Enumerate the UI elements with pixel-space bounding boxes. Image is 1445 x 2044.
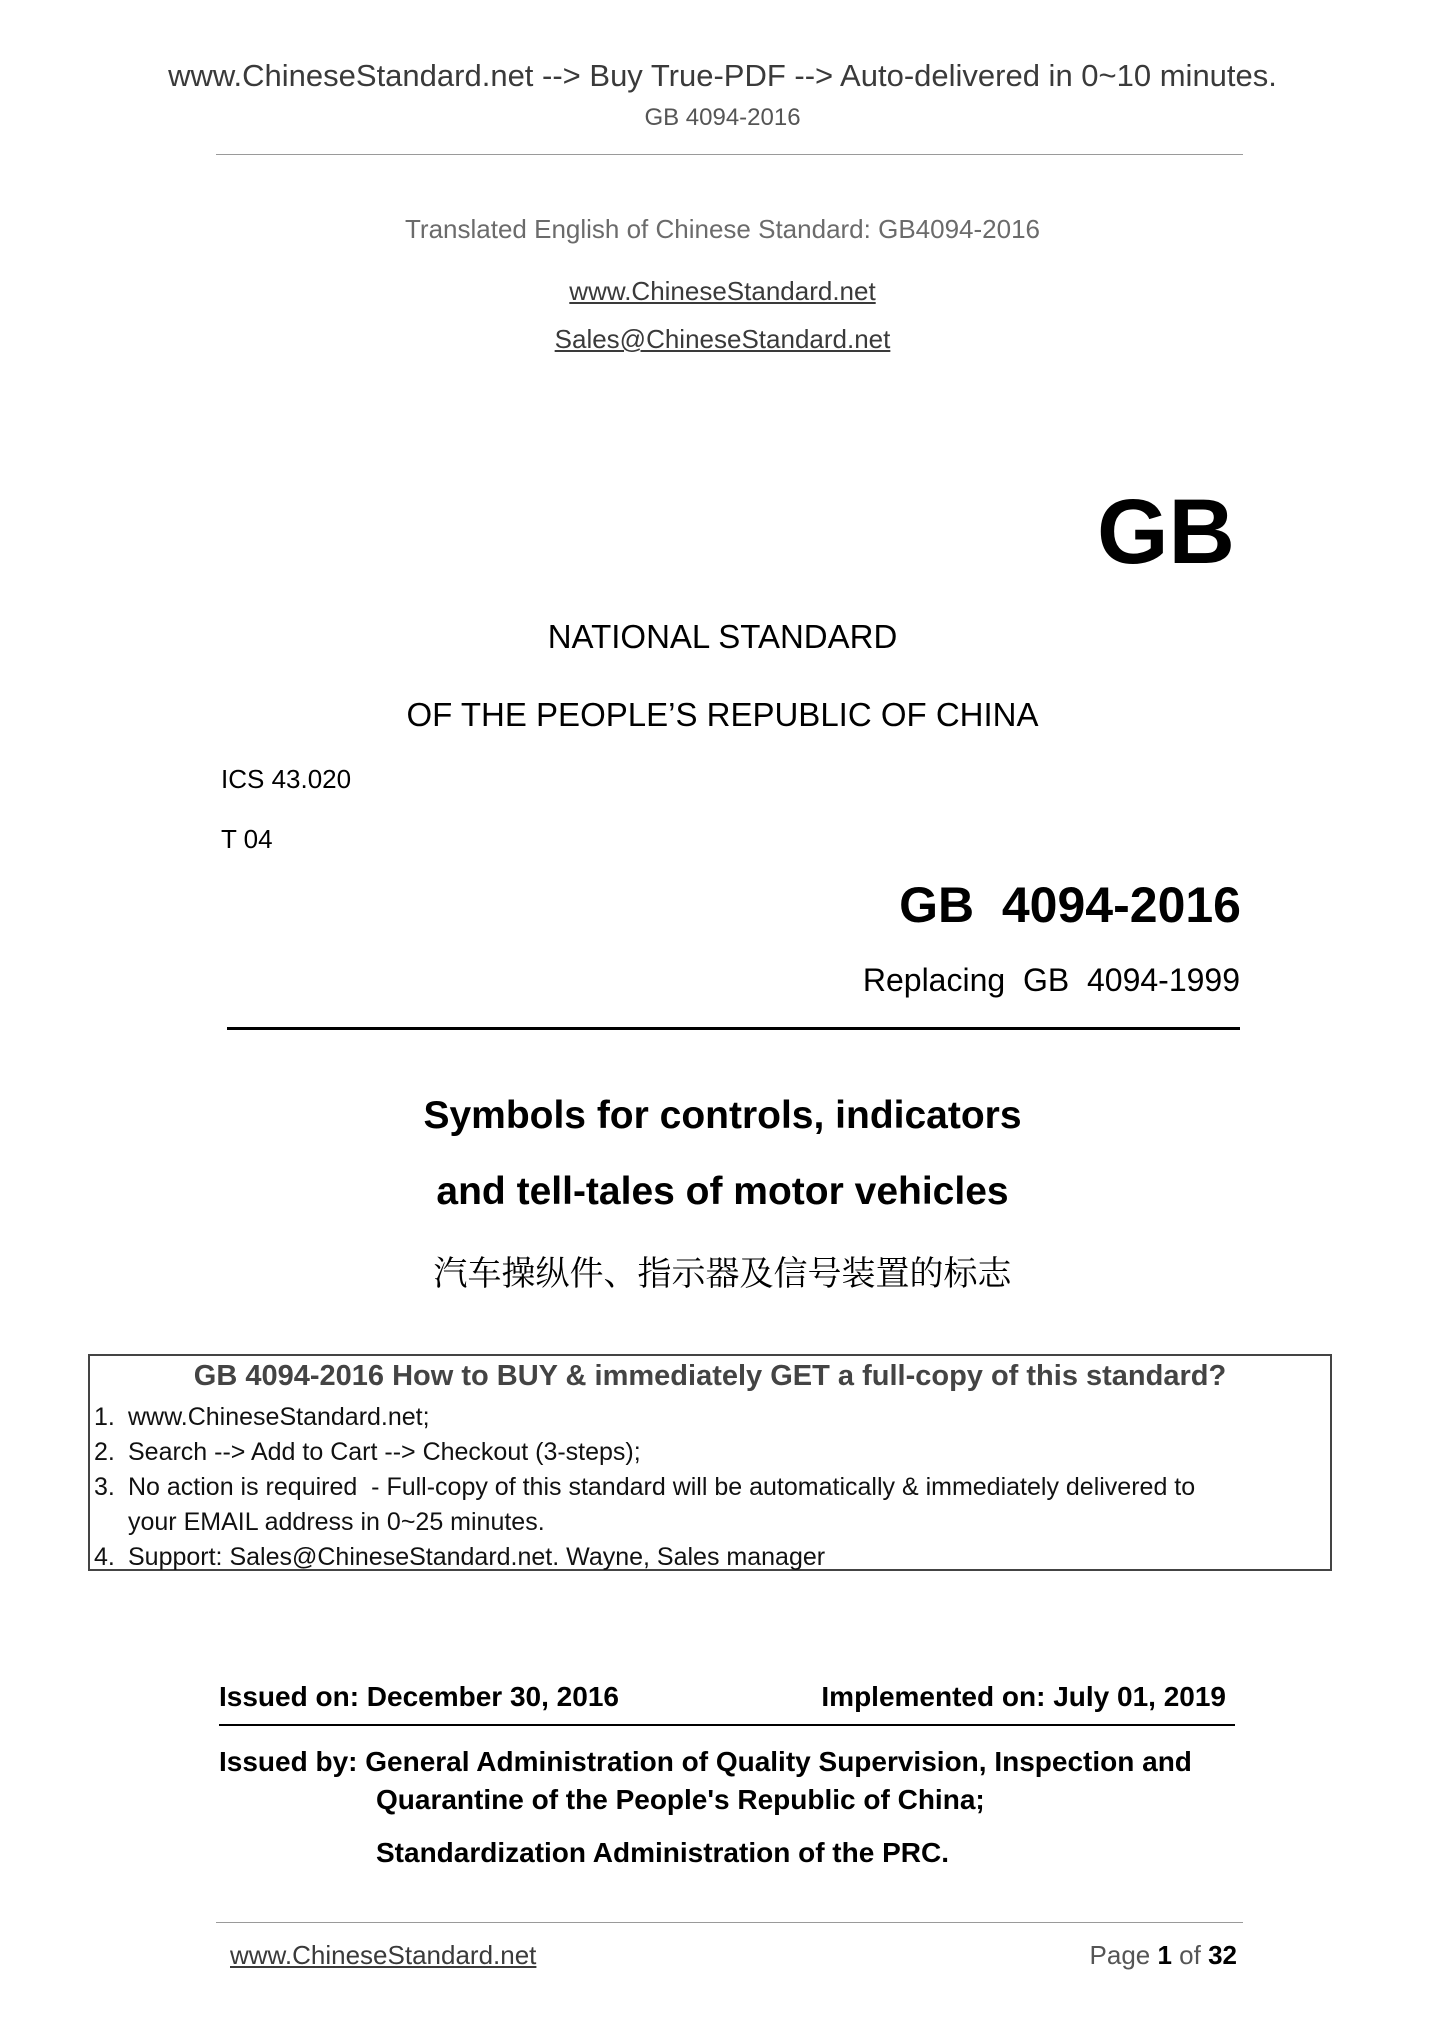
- header-banner: www.ChineseStandard.net --> Buy True-PDF --> Auto-delivered in 0~10 minutes.: [168, 58, 1277, 93]
- buy-step: [92, 1400, 1328, 1435]
- buy-step-number: 2.: [94, 1438, 115, 1466]
- issue-divider: [219, 1724, 1235, 1726]
- translated-note: Translated English of Chinese Standard: GB4094-2016: [405, 214, 1040, 244]
- buy-step-number: 3.: [94, 1473, 115, 1501]
- standard-number: GB 4094-2016: [899, 877, 1241, 933]
- buy-box-heading: GB 4094-2016 How to BUY & immediately GET a full-copy of this standard?: [193, 1360, 1227, 1392]
- ics-code: ICS 43.020: [221, 764, 352, 794]
- buy-step-text[interactable]: www.ChineseStandard.net;: [128, 1403, 430, 1431]
- buy-step-text: Search --> Add to Cart --> Checkout (3-steps);: [128, 1438, 641, 1466]
- gb-mark: GB: [1097, 481, 1235, 583]
- title-line2: and tell-tales of motor vehicles: [436, 1170, 1009, 1213]
- cover-divider: [227, 1027, 1240, 1030]
- replacing-note: Replacing GB 4094-1999: [862, 962, 1240, 998]
- email-link-wrap: [0, 324, 1445, 355]
- buy-step: [92, 1435, 1328, 1470]
- page-total: 32: [1208, 1940, 1237, 1970]
- buy-steps-list: [92, 1400, 1328, 1575]
- national-standard-line1: NATIONAL STANDARD: [547, 618, 898, 655]
- buy-step-number: 1.: [94, 1403, 115, 1431]
- buy-step-text-cont: your EMAIL address in 0~25 minutes.: [128, 1508, 545, 1536]
- implemented-on-date: Implemented on: July 01, 2019: [821, 1681, 1226, 1712]
- buy-step-text: No action is required - Full-copy of this standard will be automatically & immediately delivered to: [128, 1473, 1196, 1501]
- email-link[interactable]: Sales@ChineseStandard.net: [554, 324, 891, 354]
- header-standard-code: GB 4094-2016: [644, 104, 801, 131]
- buy-step-text: Support: Sales@ChineseStandard.net. Wayne, Sales manager: [128, 1543, 826, 1571]
- website-link-wrap: [0, 276, 1445, 307]
- issued-by-line1: Issued by: General Administration of Quality Supervision, Inspection and: [219, 1746, 1192, 1777]
- buy-info-box: [88, 1354, 1332, 1571]
- buy-step: [92, 1540, 1328, 1575]
- title-chinese: 汽车操纵件、指示器及信号装置的标志: [433, 1254, 1012, 1294]
- page-current: 1: [1157, 1940, 1172, 1970]
- issued-by-block: [219, 1743, 1239, 1872]
- category-code: T 04: [221, 824, 273, 854]
- buy-step: [92, 1470, 1328, 1540]
- page-prefix: Page: [1089, 1940, 1158, 1970]
- issued-on-date: Issued on: December 30, 2016: [219, 1681, 619, 1712]
- footer-divider: [216, 1922, 1243, 1923]
- header-divider: [216, 154, 1243, 155]
- national-standard-line2: OF THE PEOPLE’S REPUBLIC OF CHINA: [406, 696, 1039, 733]
- page-mid: of: [1171, 1940, 1209, 1970]
- buy-step-number: 4.: [94, 1543, 115, 1571]
- page-indicator: [1090, 1940, 1237, 1971]
- website-link[interactable]: www.ChineseStandard.net: [569, 276, 876, 306]
- issued-by-line2: Quarantine of the People's Republic of China;: [376, 1784, 985, 1815]
- title-line1: Symbols for controls, indicators: [423, 1094, 1022, 1137]
- footer-website-link[interactable]: www.ChineseStandard.net: [230, 1940, 537, 1970]
- issued-by-line3: Standardization Administration of the PRC.: [376, 1837, 949, 1868]
